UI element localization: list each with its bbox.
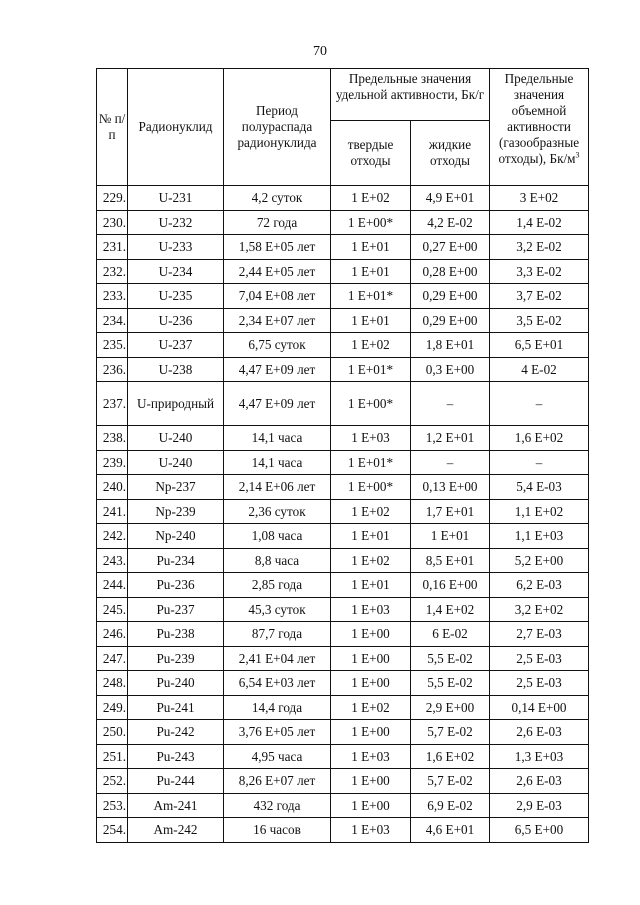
liquid-waste-cell: 0,29 E+00 (411, 308, 490, 333)
gas-waste-cell: 2,9 E-03 (490, 793, 589, 818)
solid-waste-cell: 1 E+01 (331, 524, 411, 549)
half-life-cell: 14,4 года (224, 695, 331, 720)
row-number: 252. (97, 769, 128, 794)
solid-waste-cell: 1 E+00 (331, 793, 411, 818)
row-number: 241. (97, 499, 128, 524)
liquid-waste-cell: 4,9 E+01 (411, 186, 490, 211)
liquid-waste-cell: – (411, 382, 490, 426)
liquid-waste-cell: 5,7 E-02 (411, 720, 490, 745)
solid-waste-cell: 1 E+01 (331, 235, 411, 260)
radionuclide-table (96, 68, 589, 843)
half-life-cell: 1,58 E+05 лет (224, 235, 331, 260)
half-life-cell: 3,76 E+05 лет (224, 720, 331, 745)
radionuclide-cell: Am-242 (128, 818, 224, 843)
table-row (97, 333, 589, 358)
liquid-waste-cell: 5,5 E-02 (411, 646, 490, 671)
half-life-cell: 2,34 E+07 лет (224, 308, 331, 333)
half-life-cell: 6,54 E+03 лет (224, 671, 331, 696)
gas-waste-cell: 2,6 E-03 (490, 769, 589, 794)
liquid-waste-cell: 5,7 E-02 (411, 769, 490, 794)
gas-waste-cell: 2,6 E-03 (490, 720, 589, 745)
gas-waste-cell: 6,5 E+01 (490, 333, 589, 358)
solid-waste-cell: 1 E+03 (331, 597, 411, 622)
table-row (97, 793, 589, 818)
half-life-cell: 16 часов (224, 818, 331, 843)
solid-waste-cell: 1 E+01 (331, 308, 411, 333)
liquid-waste-cell: 1,6 E+02 (411, 744, 490, 769)
header-volume-activity-text: Предельные значения объемной активности (газообразные отходы), Бк/м (498, 71, 580, 166)
half-life-cell: 72 года (224, 210, 331, 235)
solid-waste-cell: 1 E+03 (331, 818, 411, 843)
liquid-waste-cell: 0,27 E+00 (411, 235, 490, 260)
gas-waste-cell: – (490, 382, 589, 426)
row-number: 245. (97, 597, 128, 622)
half-life-cell: 2,36 суток (224, 499, 331, 524)
table-row (97, 357, 589, 382)
solid-waste-cell: 1 E+00 (331, 646, 411, 671)
solid-waste-cell: 1 E+01* (331, 450, 411, 475)
liquid-waste-cell: 1,8 E+01 (411, 333, 490, 358)
radionuclide-cell: U-236 (128, 308, 224, 333)
radionuclide-cell: Pu-240 (128, 671, 224, 696)
gas-waste-cell: 3 E+02 (490, 186, 589, 211)
row-number: 239. (97, 450, 128, 475)
liquid-waste-cell: 0,29 E+00 (411, 284, 490, 309)
row-number: 231. (97, 235, 128, 260)
half-life-cell: 14,1 часа (224, 450, 331, 475)
table-row (97, 499, 589, 524)
header-radionuclide: Радионуклид (128, 69, 224, 186)
row-number: 249. (97, 695, 128, 720)
half-life-cell: 1,08 часа (224, 524, 331, 549)
row-number: 232. (97, 259, 128, 284)
gas-waste-cell: 5,4 E-03 (490, 475, 589, 500)
table-row (97, 524, 589, 549)
radionuclide-cell: U-природный (128, 382, 224, 426)
solid-waste-cell: 1 E+02 (331, 333, 411, 358)
table-row (97, 671, 589, 696)
gas-waste-cell: 2,7 E-03 (490, 622, 589, 647)
solid-waste-cell: 1 E+01* (331, 284, 411, 309)
solid-waste-cell: 1 E+00 (331, 769, 411, 794)
half-life-cell: 4,47 E+09 лет (224, 382, 331, 426)
half-life-cell: 8,8 часа (224, 548, 331, 573)
solid-waste-cell: 1 E+03 (331, 426, 411, 451)
table-row (97, 475, 589, 500)
gas-waste-cell: 4 E-02 (490, 357, 589, 382)
row-number: 243. (97, 548, 128, 573)
gas-waste-cell: 2,5 E-03 (490, 671, 589, 696)
radionuclide-cell: U-231 (128, 186, 224, 211)
half-life-cell: 2,44 E+05 лет (224, 259, 331, 284)
solid-waste-cell: 1 E+00* (331, 475, 411, 500)
solid-waste-cell: 1 E+03 (331, 744, 411, 769)
radionuclide-cell: U-240 (128, 426, 224, 451)
table-row (97, 818, 589, 843)
radionuclide-cell: Pu-237 (128, 597, 224, 622)
radionuclide-cell: Pu-243 (128, 744, 224, 769)
table-row (97, 450, 589, 475)
radionuclide-cell: Pu-239 (128, 646, 224, 671)
solid-waste-cell: 1 E+02 (331, 695, 411, 720)
row-number: 234. (97, 308, 128, 333)
solid-waste-cell: 1 E+02 (331, 186, 411, 211)
liquid-waste-cell: 6,9 E-02 (411, 793, 490, 818)
radionuclide-cell: U-235 (128, 284, 224, 309)
row-number: 235. (97, 333, 128, 358)
table-row (97, 186, 589, 211)
table-row (97, 573, 589, 598)
half-life-cell: 2,85 года (224, 573, 331, 598)
header-solid-waste: твердые отходы (331, 121, 411, 186)
gas-waste-cell: 3,7 E-02 (490, 284, 589, 309)
solid-waste-cell: 1 E+01 (331, 573, 411, 598)
header-volume-activity (490, 69, 589, 186)
row-number: 233. (97, 284, 128, 309)
gas-waste-cell: 1,4 E-02 (490, 210, 589, 235)
table-row (97, 597, 589, 622)
liquid-waste-cell: 0,28 E+00 (411, 259, 490, 284)
half-life-cell: 4,2 суток (224, 186, 331, 211)
row-number: 229. (97, 186, 128, 211)
liquid-waste-cell: 8,5 E+01 (411, 548, 490, 573)
table-row (97, 744, 589, 769)
table-header (97, 69, 589, 186)
row-number: 254. (97, 818, 128, 843)
half-life-cell: 432 года (224, 793, 331, 818)
half-life-cell: 4,95 часа (224, 744, 331, 769)
radionuclide-cell: Pu-234 (128, 548, 224, 573)
gas-waste-cell: 3,3 E-02 (490, 259, 589, 284)
page-number: 70 (313, 44, 327, 59)
row-number: 253. (97, 793, 128, 818)
radionuclide-cell: U-240 (128, 450, 224, 475)
row-number: 246. (97, 622, 128, 647)
liquid-waste-cell: 4,6 E+01 (411, 818, 490, 843)
header-number: № п/п (97, 69, 128, 186)
table-row (97, 210, 589, 235)
table-row (97, 646, 589, 671)
row-number: 242. (97, 524, 128, 549)
solid-waste-cell: 1 E+00 (331, 622, 411, 647)
half-life-cell: 87,7 года (224, 622, 331, 647)
solid-waste-cell: 1 E+02 (331, 499, 411, 524)
radionuclide-cell: Np-237 (128, 475, 224, 500)
radionuclide-cell: U-238 (128, 357, 224, 382)
liquid-waste-cell: 0,16 E+00 (411, 573, 490, 598)
half-life-cell: 7,04 E+08 лет (224, 284, 331, 309)
liquid-waste-cell: 0,13 E+00 (411, 475, 490, 500)
header-volume-activity-sup: 3 (575, 150, 580, 160)
gas-waste-cell: 0,14 E+00 (490, 695, 589, 720)
radionuclide-cell: Pu-244 (128, 769, 224, 794)
radionuclide-cell: U-232 (128, 210, 224, 235)
row-number: 251. (97, 744, 128, 769)
row-number: 248. (97, 671, 128, 696)
solid-waste-cell: 1 E+02 (331, 548, 411, 573)
radionuclide-cell: U-233 (128, 235, 224, 260)
header-half-life: Период полураспада радионуклида (224, 69, 331, 186)
gas-waste-cell: 3,2 E+02 (490, 597, 589, 622)
row-number: 240. (97, 475, 128, 500)
table-row (97, 284, 589, 309)
solid-waste-cell: 1 E+01* (331, 357, 411, 382)
liquid-waste-cell: 1,2 E+01 (411, 426, 490, 451)
liquid-waste-cell: 2,9 E+00 (411, 695, 490, 720)
radionuclide-cell: Np-240 (128, 524, 224, 549)
radionuclide-cell: Pu-242 (128, 720, 224, 745)
gas-waste-cell: 3,2 E-02 (490, 235, 589, 260)
liquid-waste-cell: 6 E-02 (411, 622, 490, 647)
table-row (97, 695, 589, 720)
half-life-cell: 45,3 суток (224, 597, 331, 622)
table-row (97, 235, 589, 260)
table-body (97, 186, 589, 843)
radionuclide-cell: Np-239 (128, 499, 224, 524)
liquid-waste-cell: 1,4 E+02 (411, 597, 490, 622)
radionuclide-cell: Pu-236 (128, 573, 224, 598)
liquid-waste-cell: 5,5 E-02 (411, 671, 490, 696)
half-life-cell: 14,1 часа (224, 426, 331, 451)
solid-waste-cell: 1 E+00 (331, 671, 411, 696)
radionuclide-cell: Pu-241 (128, 695, 224, 720)
radionuclide-cell: Pu-238 (128, 622, 224, 647)
liquid-waste-cell: 1 E+01 (411, 524, 490, 549)
solid-waste-cell: 1 E+01 (331, 259, 411, 284)
row-number: 238. (97, 426, 128, 451)
half-life-cell: 4,47 E+09 лет (224, 357, 331, 382)
gas-waste-cell: 5,2 E+00 (490, 548, 589, 573)
half-life-cell: 2,41 E+04 лет (224, 646, 331, 671)
table-row (97, 259, 589, 284)
liquid-waste-cell: 4,2 E-02 (411, 210, 490, 235)
half-life-cell: 6,75 суток (224, 333, 331, 358)
radionuclide-cell: U-234 (128, 259, 224, 284)
gas-waste-cell: 1,1 E+03 (490, 524, 589, 549)
gas-waste-cell: 6,2 E-03 (490, 573, 589, 598)
gas-waste-cell: – (490, 450, 589, 475)
row-number: 237. (97, 382, 128, 426)
gas-waste-cell: 3,5 E-02 (490, 308, 589, 333)
solid-waste-cell: 1 E+00* (331, 210, 411, 235)
table-row (97, 548, 589, 573)
gas-waste-cell: 6,5 E+00 (490, 818, 589, 843)
table-row (97, 622, 589, 647)
row-number: 236. (97, 357, 128, 382)
row-number: 250. (97, 720, 128, 745)
gas-waste-cell: 1,1 E+02 (490, 499, 589, 524)
solid-waste-cell: 1 E+00 (331, 720, 411, 745)
liquid-waste-cell: 1,7 E+01 (411, 499, 490, 524)
table-row (97, 382, 589, 426)
gas-waste-cell: 2,5 E-03 (490, 646, 589, 671)
header-liquid-waste: жидкие отходы (411, 121, 490, 186)
row-number: 244. (97, 573, 128, 598)
gas-waste-cell: 1,6 E+02 (490, 426, 589, 451)
solid-waste-cell: 1 E+00* (331, 382, 411, 426)
table-row (97, 720, 589, 745)
radionuclide-cell: U-237 (128, 333, 224, 358)
half-life-cell: 2,14 E+06 лет (224, 475, 331, 500)
row-number: 247. (97, 646, 128, 671)
row-number: 230. (97, 210, 128, 235)
liquid-waste-cell: – (411, 450, 490, 475)
table-row (97, 769, 589, 794)
header-specific-activity: Предельные значения удельной активности, Бк/г (331, 69, 490, 121)
table-row (97, 426, 589, 451)
gas-waste-cell: 1,3 E+03 (490, 744, 589, 769)
radionuclide-cell: Am-241 (128, 793, 224, 818)
liquid-waste-cell: 0,3 E+00 (411, 357, 490, 382)
half-life-cell: 8,26 E+07 лет (224, 769, 331, 794)
table-row (97, 308, 589, 333)
